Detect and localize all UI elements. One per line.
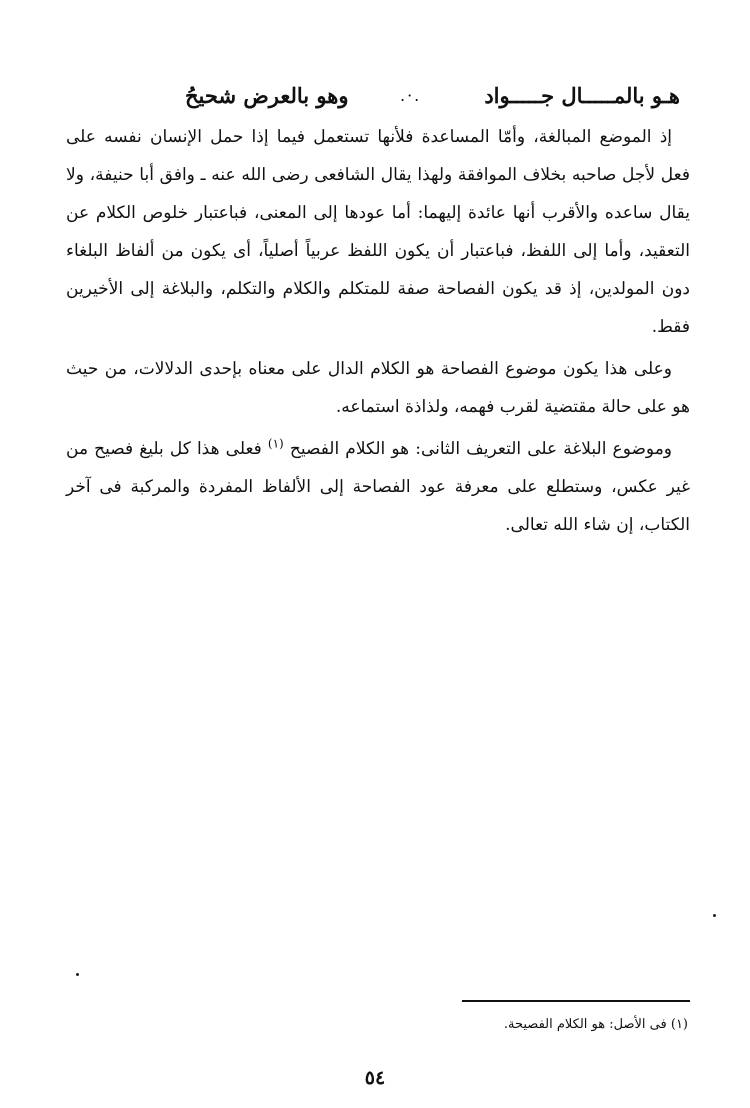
print-speck bbox=[713, 914, 716, 917]
footnote-separator-rule bbox=[462, 1000, 690, 1002]
verse-first-hemistich: هـو بالمـــــال جـــــواد bbox=[484, 83, 680, 108]
page-number: ٥٤ bbox=[364, 1067, 386, 1089]
poetry-verse bbox=[80, 80, 680, 112]
footnote: (١) فى الأصل: هو الكلام الفصيحة. bbox=[503, 1017, 688, 1032]
verse-separator: .·. bbox=[400, 86, 422, 105]
paragraph-1: إذ الموضع المبالغة، وأمّا المساعدة فلأنها تستعمل فيما إذا حمل الإنسان نفسه على فعل لأجل صاحبه بخلاف الموافقة ولهذا يقال الشافعى رضى الله عنه ـ وافق أبا حنيفة، ولا يقال ساعده والأقرب أنها عائدة إليهما: أما عودها إلى المعنى، فباعتبار خلوص الكلام عن التعقيد، وأما إلى اللفظ، فباعتبار أن يكون اللفظ عربياً أصلياً، أى يكون من ألفاظ البلغاء دون المولدين، إذ قد يكون الفصاحة صفة للمتكلم والكلام والتكلم، والبلاغة إلى الأخيرين فقط. bbox=[66, 127, 690, 337]
body-text bbox=[66, 118, 690, 544]
paragraph-3-end: فعلى هذا كل بليغ فصيح من غير عكس، وستطلع على معرفة عود الفصاحة إلى الألفاظ المفردة والمركبة فى آخر الكتاب، إن شاء الله تعالى. bbox=[66, 439, 690, 535]
paragraph-3 bbox=[66, 430, 690, 544]
footnote-marker: (١) bbox=[267, 436, 284, 451]
paragraph-2: وعلى هذا يكون موضوع الفصاحة هو الكلام الدال على معناه بإحدى الدلالات، من حيث هو على حالة مقتضية لقرب فهمه، ولذاذة استماعه. bbox=[66, 359, 690, 417]
verse-second-hemistich: وهو بالعرض شحيحُ bbox=[185, 83, 349, 108]
paragraph-3-start: وموضوع البلاغة على التعريف الثانى: هو الكلام الفصيح bbox=[289, 439, 673, 459]
print-speck bbox=[76, 973, 79, 976]
